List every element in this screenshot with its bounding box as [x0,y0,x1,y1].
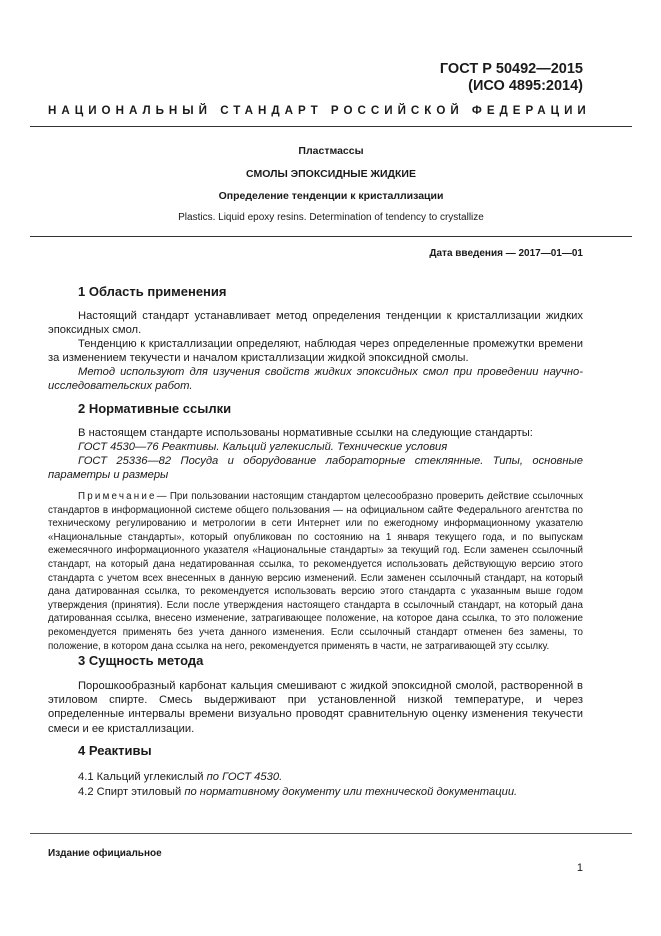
title-main: СМОЛЫ ЭПОКСИДНЫЕ ЖИДКИЕ [246,168,416,180]
section-1-paragraph-3: Метод используют для изучения свойств жидких эпоксидных смол при проведении научно-исследовательских работ. [48,366,583,393]
footer-divider [30,833,632,834]
section-1-paragraph-1: Настоящий стандарт устанавливает метод определения тенденции к кристаллизации жидких эпоксидных смол. [48,310,583,337]
normative-reference-1: ГОСТ 4530—76 Реактивы. Кальций углекислый. Технические условия [78,441,448,453]
section-2-heading: 2 Нормативные ссылки [78,401,232,416]
header-divider [30,126,632,127]
reagent-item-1: 4.1 Кальций углекислый по ГОСТ 4530. [78,771,283,783]
national-standard-banner: НАЦИОНАЛЬНЫЙ СТАНДАРТ РОССИЙСКОЙ ФЕДЕРАЦИИ [48,104,591,117]
reagent-item-2: 4.2 Спирт этиловый по нормативному документу или технической документации. [78,786,518,798]
iso-number: (ИСО 4895:2014) [468,78,583,94]
section-1-heading: 1 Область применения [78,284,227,299]
section-4-heading: 4 Реактивы [78,743,152,758]
section-3-paragraph-1: Порошкообразный карбонат кальция смешивают с жидкой эпоксидной смолой, растворенной в этиловом спирте. Смесь выдерживают при установленной низкой температуре, и через определенные интервалы времени визуально проводят сравнительную оценку изменения текучести смеси и ее кристаллизации. [48,680,583,735]
section-3-heading: 3 Сущность метода [78,653,204,668]
title-divider [30,236,632,237]
note-label: Примечание [78,491,157,502]
title-subtitle: Определение тенденции к кристаллизации [218,190,444,202]
section-2-note [48,490,583,653]
document-designation [440,61,583,95]
normative-reference-2: ГОСТ 25336—82 Посуда и оборудование лабораторные стеклянные. Типы, основные параметры и размеры [48,455,583,482]
gost-number: ГОСТ Р 50492—2015 [439,61,583,77]
title-english: Plastics. Liquid epoxy resins. Determination of tendency to crystallize [178,212,484,223]
section-2-paragraph-1: В настоящем стандарте использованы нормативные ссылки на следующие стандарты: [78,427,533,439]
official-edition-label: Издание официальное [48,848,162,859]
section-1-paragraph-2: Тенденцию к кристаллизации определяют, наблюдая через определенные промежутки времени за изменением текучести и началом кристаллизации жидкой эпоксидной смолы. [48,338,583,365]
title-category: Пластмассы [298,145,364,157]
page-number: 1 [576,862,583,874]
note-text: — При пользовании настоящим стандартом целесообразно проверить действие ссылочных стандартов в информационной системе общего пользования — на официальном сайте Федерального агентства по техническому регулированию и метрологии в сети Интернет или по ежегодному информационному указателю «Национальные стандарты», который опубликован по состоянию на 1 января текущего года, и по выпускам ежемесячного информационного указателя «Национальные стандарты» за текущий год. Если заменен ссылочный стандарт, на который дана недатированная ссылка, то рекомендуется использовать действующую версию этого стандарта с учетом всех внесенных в данную версию изменений. Если заменен ссылочный стандарт, на который дана датированная ссылка, то рекомендуется использовать версию этого стандарта с указанным выше годом утверждения (принятия). Если после утверждения настоящего стандарта в ссылочный стандарт, на который дана датированная ссылка, внесено изменение, затрагивающее положение, на которое дана ссылка, то это положение рекомендуется применять без учета данного изменения. Если ссылочный стандарт отменен без замены, то положение, в котором дана ссылка на него, рекомендуется применять в части, не затрагивающей эту ссылку. [48,491,583,652]
introduction-date: Дата введения — 2017—01—01 [429,248,583,259]
